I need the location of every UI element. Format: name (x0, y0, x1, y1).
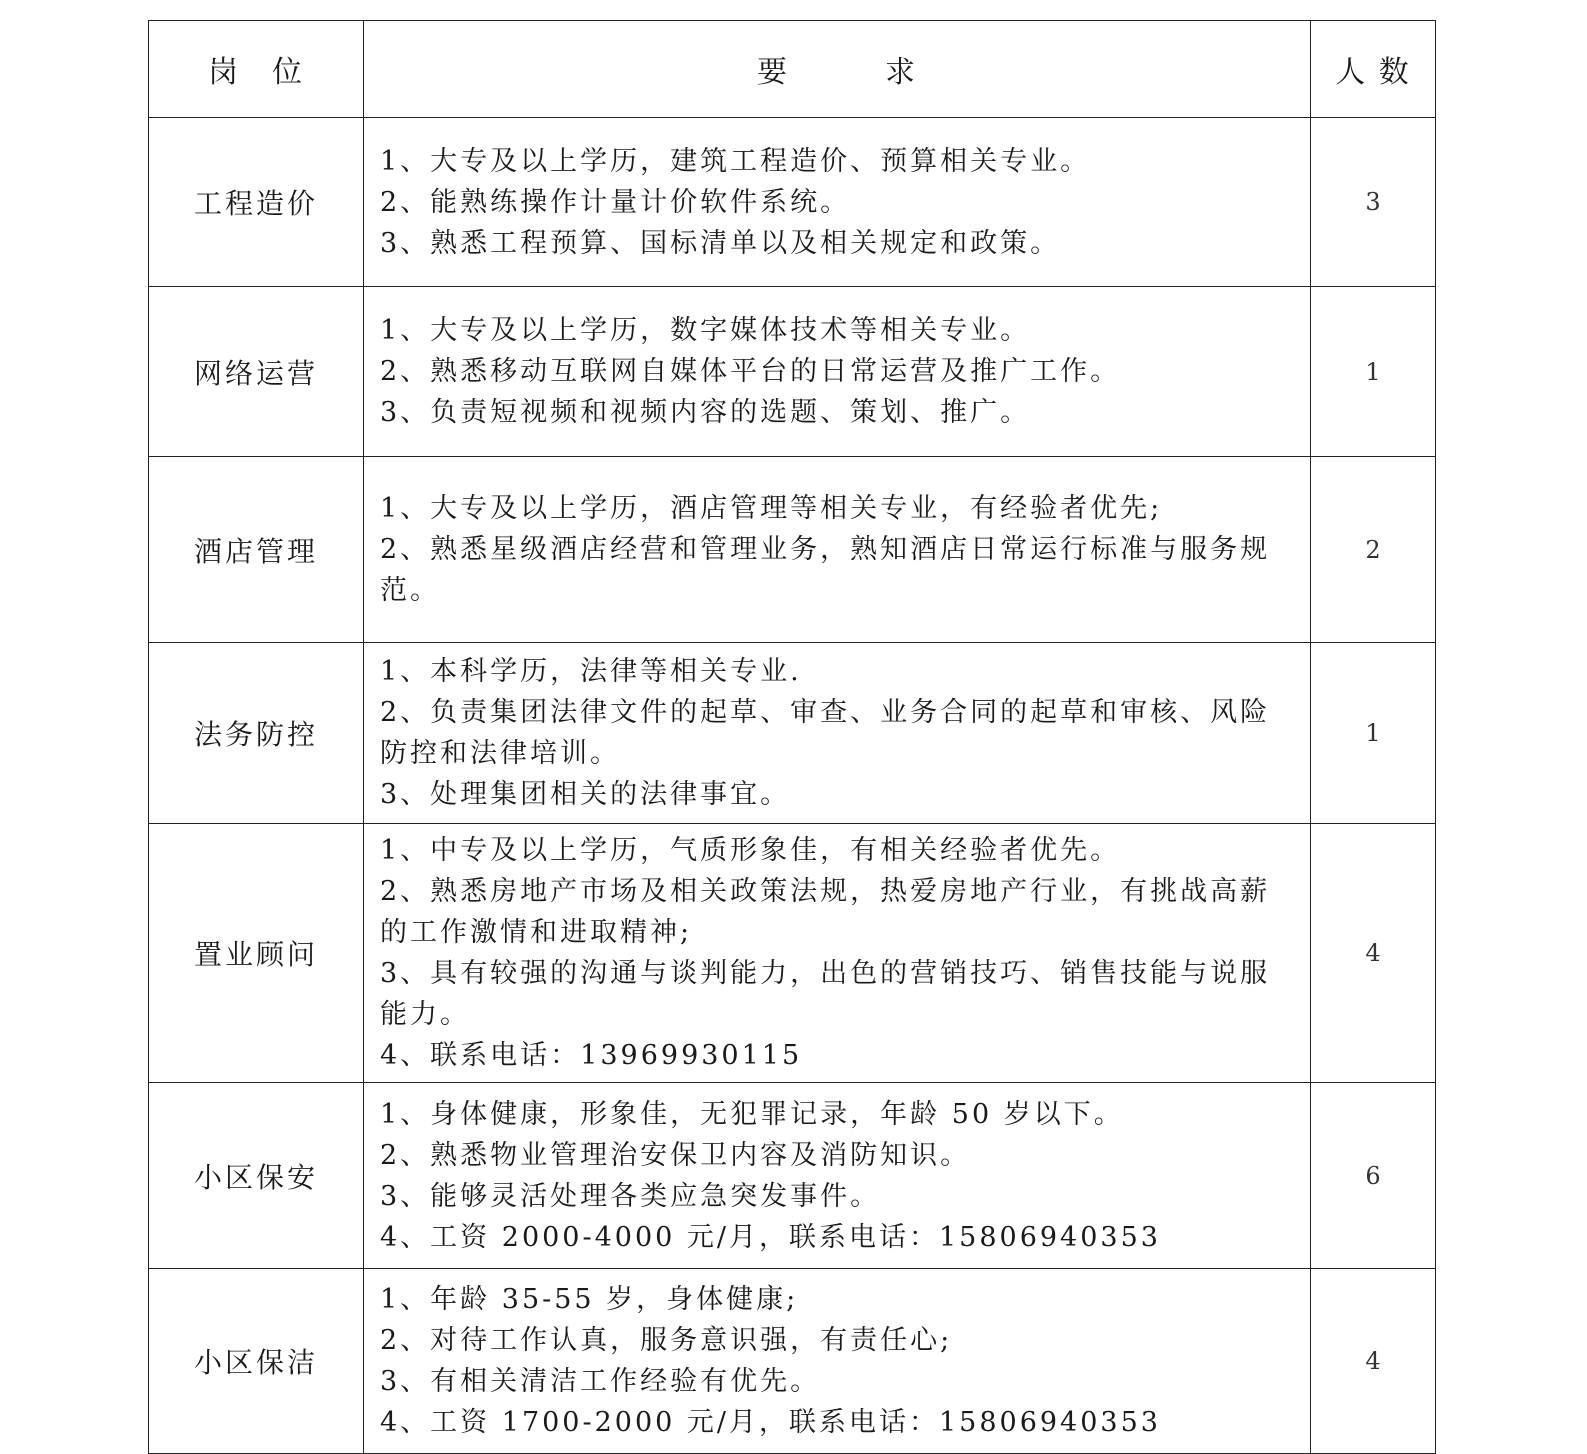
position-cell: 置业顾问 (149, 824, 364, 1083)
header-requirements: 要 求 (364, 21, 1311, 118)
position-cell: 小区保安 (149, 1083, 364, 1269)
requirement-line: 1、大专及以上学历，数字媒体技术等相关专业。 (380, 315, 1031, 346)
count-cell: 1 (1311, 643, 1436, 824)
table-row (149, 118, 1436, 287)
table-row (149, 287, 1436, 457)
count-cell: 4 (1311, 1269, 1436, 1454)
requirement-line: 3、有相关清洁工作经验有优先。 (380, 1366, 821, 1397)
count-cell: 2 (1311, 457, 1436, 643)
requirement-line: 1、大专及以上学历，酒店管理等相关专业，有经验者优先; (380, 493, 1163, 524)
count-cell: 4 (1311, 824, 1436, 1083)
requirement-line: 2、能熟练操作计量计价软件系统。 (380, 186, 851, 218)
count-cell: 6 (1311, 1083, 1436, 1269)
requirement-line: 4、工资 1700-2000 元/月，联系电话：15806940353 (380, 1407, 1161, 1438)
table-row (149, 1269, 1436, 1454)
table-header-row (149, 21, 1436, 118)
position-cell: 网络运营 (149, 287, 364, 457)
requirement-line: 4、联系电话：13969930115 (380, 1040, 803, 1071)
position-cell: 法务防控 (149, 643, 364, 824)
position-cell: 酒店管理 (149, 457, 364, 643)
requirement-line: 4、工资 2000-4000 元/月，联系电话：15806940353 (380, 1221, 1161, 1253)
requirements-cell (364, 643, 1311, 824)
requirement-line: 3、能够灵活处理各类应急突发事件。 (380, 1180, 881, 1212)
count-cell: 3 (1311, 118, 1436, 287)
requirement-line: 2、负责集团法律文件的起草、审查、业务合同的起草和审核、风险防控和法律培训。 (380, 697, 1271, 769)
requirements-cell (364, 457, 1311, 643)
requirements-cell (364, 1083, 1311, 1269)
position-cell: 小区保洁 (149, 1269, 364, 1454)
requirement-line: 3、处理集团相关的法律事宜。 (380, 779, 791, 810)
requirements-cell (364, 118, 1311, 287)
requirement-line: 2、熟悉物业管理治安保卫内容及消防知识。 (380, 1139, 971, 1171)
requirement-line: 1、大专及以上学历，建筑工程造价、预算相关专业。 (380, 145, 1091, 177)
requirement-line: 2、熟悉星级酒店经营和管理业务，熟知酒店日常运行标准与服务规范。 (380, 534, 1271, 606)
requirement-line: 3、熟悉工程预算、国标清单以及相关规定和政策。 (380, 227, 1061, 259)
requirement-line: 1、年龄 35-55 岁，身体健康; (380, 1284, 799, 1315)
table-row (149, 824, 1436, 1083)
table-row (149, 1083, 1436, 1269)
requirement-line: 1、本科学历，法律等相关专业. (380, 656, 802, 687)
table-row (149, 457, 1436, 643)
requirements-cell (364, 287, 1311, 457)
requirement-line: 2、熟悉移动互联网自媒体平台的日常运营及推广工作。 (380, 356, 1121, 387)
requirement-line: 3、具有较强的沟通与谈判能力，出色的营销技巧、销售技能与说服能力。 (380, 958, 1271, 1030)
requirement-line: 2、对待工作认真，服务意识强，有责任心; (380, 1325, 953, 1356)
recruitment-table (148, 20, 1436, 1454)
position-cell: 工程造价 (149, 118, 364, 287)
requirement-line: 1、身体健康，形象佳，无犯罪记录，年龄 50 岁以下。 (380, 1098, 1124, 1130)
requirements-cell (364, 824, 1311, 1083)
table-row (149, 643, 1436, 824)
requirement-line: 1、中专及以上学历，气质形象佳，有相关经验者优先。 (380, 835, 1121, 866)
count-cell: 1 (1311, 287, 1436, 457)
requirement-line: 2、熟悉房地产市场及相关政策法规，热爱房地产行业，有挑战高薪的工作激情和进取精神; (380, 876, 1271, 948)
header-count: 人 数 (1311, 21, 1436, 118)
requirements-cell (364, 1269, 1311, 1454)
header-position: 岗 位 (149, 21, 364, 118)
requirement-line: 3、负责短视频和视频内容的选题、策划、推广。 (380, 397, 1031, 428)
